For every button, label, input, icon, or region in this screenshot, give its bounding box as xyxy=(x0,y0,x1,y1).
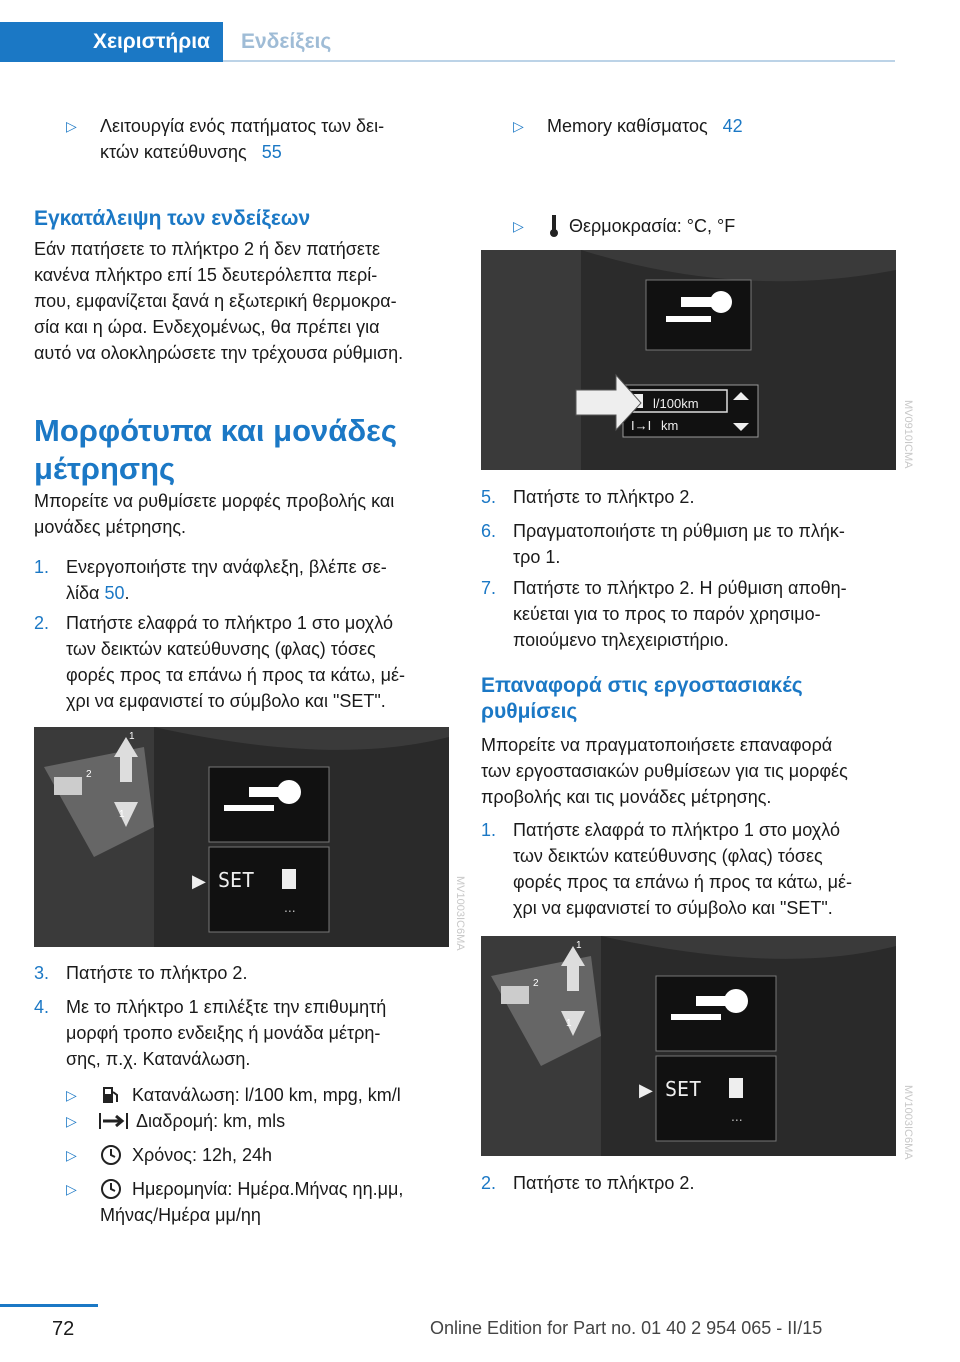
step-number: 1. xyxy=(34,557,50,577)
paragraph-formats-units xyxy=(34,488,454,540)
svg-text:▶: ▶ xyxy=(192,871,206,891)
text-line: των εργοστασιακών ρυθμίσεων για τις μορφές xyxy=(481,761,848,781)
step-5 xyxy=(481,484,901,510)
option-text: Ημερομηνία: Ημέρα.Μήνας ηη.μμ, xyxy=(132,1179,404,1199)
figure-display-units xyxy=(481,250,896,470)
step-text: Πραγματοποιήστε τη ρύθμιση με το πλήκ‐ xyxy=(513,521,845,541)
option-text: Κατανάλωση: l/100 km, mpg, km/l xyxy=(132,1085,401,1105)
option-text: Διαδρομή: km, mls xyxy=(136,1111,286,1131)
step-text: Πατήστε ελαφρά το πλήκτρο 1 στο μοχλό xyxy=(513,820,840,840)
fig2-unit2: km xyxy=(661,418,679,433)
text-line: προβολής και τις μονάδες μέτρησης. xyxy=(481,787,772,807)
step-number: 3. xyxy=(34,963,50,983)
step-text: ποιούμενο τηλεχειριστήριο. xyxy=(513,630,729,650)
text-line: κανένα πλήκτρο επί 15 δευτερόλεπτα περί‐ xyxy=(34,265,378,285)
step-text: χρι να εμφανιστεί το σύμβολο και "SET". xyxy=(66,691,386,711)
svg-text:...: ... xyxy=(731,1108,743,1124)
fig2-unit1: l/100km xyxy=(653,396,699,411)
svg-text:...: ... xyxy=(284,899,296,915)
tab-controls[interactable]: Χειριστήρια xyxy=(0,22,223,62)
step-text: Πατήστε το πλήκτρο 2. Η ρύθμιση αποθη‐ xyxy=(513,578,847,598)
step-1 xyxy=(34,554,454,606)
heading-line: μέτρησης xyxy=(34,451,176,486)
svg-text:2: 2 xyxy=(533,978,539,989)
svg-text:1: 1 xyxy=(119,809,125,820)
svg-text:▶: ▶ xyxy=(639,1080,653,1100)
step-number: 5. xyxy=(481,487,497,507)
svg-text:1: 1 xyxy=(129,731,135,742)
tab-displays[interactable]: Ενδείξεις xyxy=(223,22,895,62)
page-ref-link[interactable]: 50 xyxy=(104,583,125,603)
step-text: φορές προς τα επάνω ή προς τα κάτω, μέ‐ xyxy=(66,665,405,685)
bullet-memory-seat xyxy=(513,113,913,139)
paragraph-cancel-displays xyxy=(34,236,454,366)
header xyxy=(0,0,960,62)
step-text: σης, π.χ. Κατανάλωση. xyxy=(66,1049,251,1069)
bullet-temperature xyxy=(513,213,913,239)
step-text: λίδα 50. xyxy=(66,583,130,603)
bullet-triangle-icon: ▷ xyxy=(66,1147,77,1163)
heading-line: Μορφότυπα και μονάδες xyxy=(34,413,397,448)
step-text: Με το πλήκτρο 1 επιλέξτε την επιθυμητή xyxy=(66,997,387,1017)
text-line: που, εμφανίζεται ξανά η εξωτερική θερμοκρα‐ xyxy=(34,291,397,311)
header-divider xyxy=(223,60,895,62)
paragraph-factory-reset xyxy=(481,732,901,810)
edition-note: Online Edition for Part no. 01 40 2 954 065 - II/15 xyxy=(430,1318,823,1338)
reset-step-1 xyxy=(481,817,901,921)
step-text: τρο 1. xyxy=(513,547,561,567)
step-text: Πατήστε ελαφρά το πλήκτρο 1 στο μοχλό xyxy=(66,613,393,633)
fig1-set-label: SET xyxy=(218,868,255,892)
step-text: Πατήστε το πλήκτρο 2. xyxy=(66,963,248,983)
step-number: 1. xyxy=(481,820,497,840)
instrument-cluster-illustration xyxy=(481,936,896,1156)
clock-icon xyxy=(100,1144,122,1173)
instrument-cluster-illustration xyxy=(34,727,449,947)
step-text: Πατήστε το πλήκτρο 2. xyxy=(513,1173,695,1193)
step-number: 6. xyxy=(481,521,497,541)
bullet-triangle-icon: ▷ xyxy=(513,218,524,234)
step-text: φορές προς τα επάνω ή προς τα κάτω, μέ‐ xyxy=(513,872,852,892)
option-route xyxy=(66,1108,466,1134)
step-text: μορφή τροπο ενδειξης ή μονάδα μέτρη‐ xyxy=(66,1023,381,1043)
step-number: 2. xyxy=(481,1173,497,1193)
bullet-text-line1: Λειτουργία ενός πατήματος των δει‐ xyxy=(100,116,385,136)
heading-formats-units xyxy=(34,412,397,488)
page-number: 72 xyxy=(52,1318,75,1340)
option-text: Μήνας/Ημέρα μμ/ηη xyxy=(100,1205,261,1225)
option-date xyxy=(66,1176,466,1228)
option-time xyxy=(66,1142,466,1168)
step-text: των δεικτών κατεύθυνσης (φλας) τόσες xyxy=(513,846,823,866)
page-ref-link[interactable]: 55 xyxy=(261,142,282,162)
bullet-triangle-icon: ▷ xyxy=(66,1113,77,1129)
option-text: Χρόνος: 12h, 24h xyxy=(132,1145,273,1165)
fig3-watermark: MV1003IC6MA xyxy=(902,1085,914,1160)
step-2 xyxy=(34,610,454,714)
heading-line: ρυθμίσεις xyxy=(481,700,578,723)
bullet-triangle-icon: ▷ xyxy=(513,118,524,134)
heading-line: Επαναφορά στις εργοστασιακές xyxy=(481,674,803,697)
option-consumption xyxy=(66,1082,466,1108)
fig2-watermark: MV0910ICMA xyxy=(902,400,914,469)
thermometer-icon xyxy=(547,214,561,245)
bullet-text: Θερμοκρασία: °C, °F xyxy=(569,216,736,236)
figure-reset-turn-signal-set xyxy=(481,936,896,1156)
bullet-triangle-icon: ▷ xyxy=(66,1087,77,1103)
step-text: Πατήστε το πλήκτρο 2. xyxy=(513,487,695,507)
step-number: 4. xyxy=(34,997,50,1017)
step-3 xyxy=(34,960,454,986)
step-text: Ενεργοποιήστε την ανάφλεξη, βλέπε σε‐ xyxy=(66,557,387,577)
step-text: των δεικτών κατεύθυνσης (φλας) τόσες xyxy=(66,639,376,659)
heading-cancel-displays: Εγκατάλειψη των ενδείξεων xyxy=(34,207,311,230)
step-text: κεύεται για το προς το παρόν χρησιμο‐ xyxy=(513,604,821,624)
text-line: Εάν πατήσετε το πλήκτρο 2 ή δεν πατήσετε xyxy=(34,239,381,259)
svg-text:1: 1 xyxy=(566,1018,572,1029)
bullet-text: Memory καθίσματος 42 xyxy=(547,116,743,136)
step-number: 7. xyxy=(481,578,497,598)
step-text: χρι να εμφανιστεί το σύμβολο και "SET". xyxy=(513,898,833,918)
step-number: 2. xyxy=(34,613,50,633)
bullet-triangle-icon: ▷ xyxy=(66,118,77,134)
text-line: μονάδες μέτρησης. xyxy=(34,517,187,537)
footer-rule xyxy=(0,1304,98,1307)
step-6 xyxy=(481,518,901,570)
fig3-set-label: SET xyxy=(665,1077,702,1101)
bullet-triangle-icon: ▷ xyxy=(66,1181,77,1197)
route-icon xyxy=(98,1111,130,1138)
step-4 xyxy=(34,994,454,1072)
svg-text:2: 2 xyxy=(86,769,92,780)
reset-step-2 xyxy=(481,1170,901,1196)
text-line: Μπορείτε να πραγματοποιήσετε επαναφορά xyxy=(481,735,833,755)
bullet-text-line2: κτών κατεύθυνσης 55 xyxy=(100,142,282,162)
text-line: Μπορείτε να ρυθμίσετε μορφές προβολής και xyxy=(34,491,395,511)
page-ref-link[interactable]: 42 xyxy=(722,116,743,136)
bullet-one-touch-indicator xyxy=(66,113,466,165)
step-7 xyxy=(481,575,901,653)
text-line: σία και η ώρα. Ενδεχομένως, θα πρέπει για xyxy=(34,317,380,337)
heading-factory-reset xyxy=(481,673,901,725)
fig1-watermark: MV1003IC6MA xyxy=(454,876,466,951)
svg-text:1: 1 xyxy=(576,940,582,951)
figure-turn-signal-set xyxy=(34,727,449,947)
svg-text:I→I: I→I xyxy=(631,418,652,433)
text-line: αυτό να ολοκληρώσετε την τρέχουσα ρύθμιση. xyxy=(34,343,404,363)
display-illustration xyxy=(481,250,896,470)
